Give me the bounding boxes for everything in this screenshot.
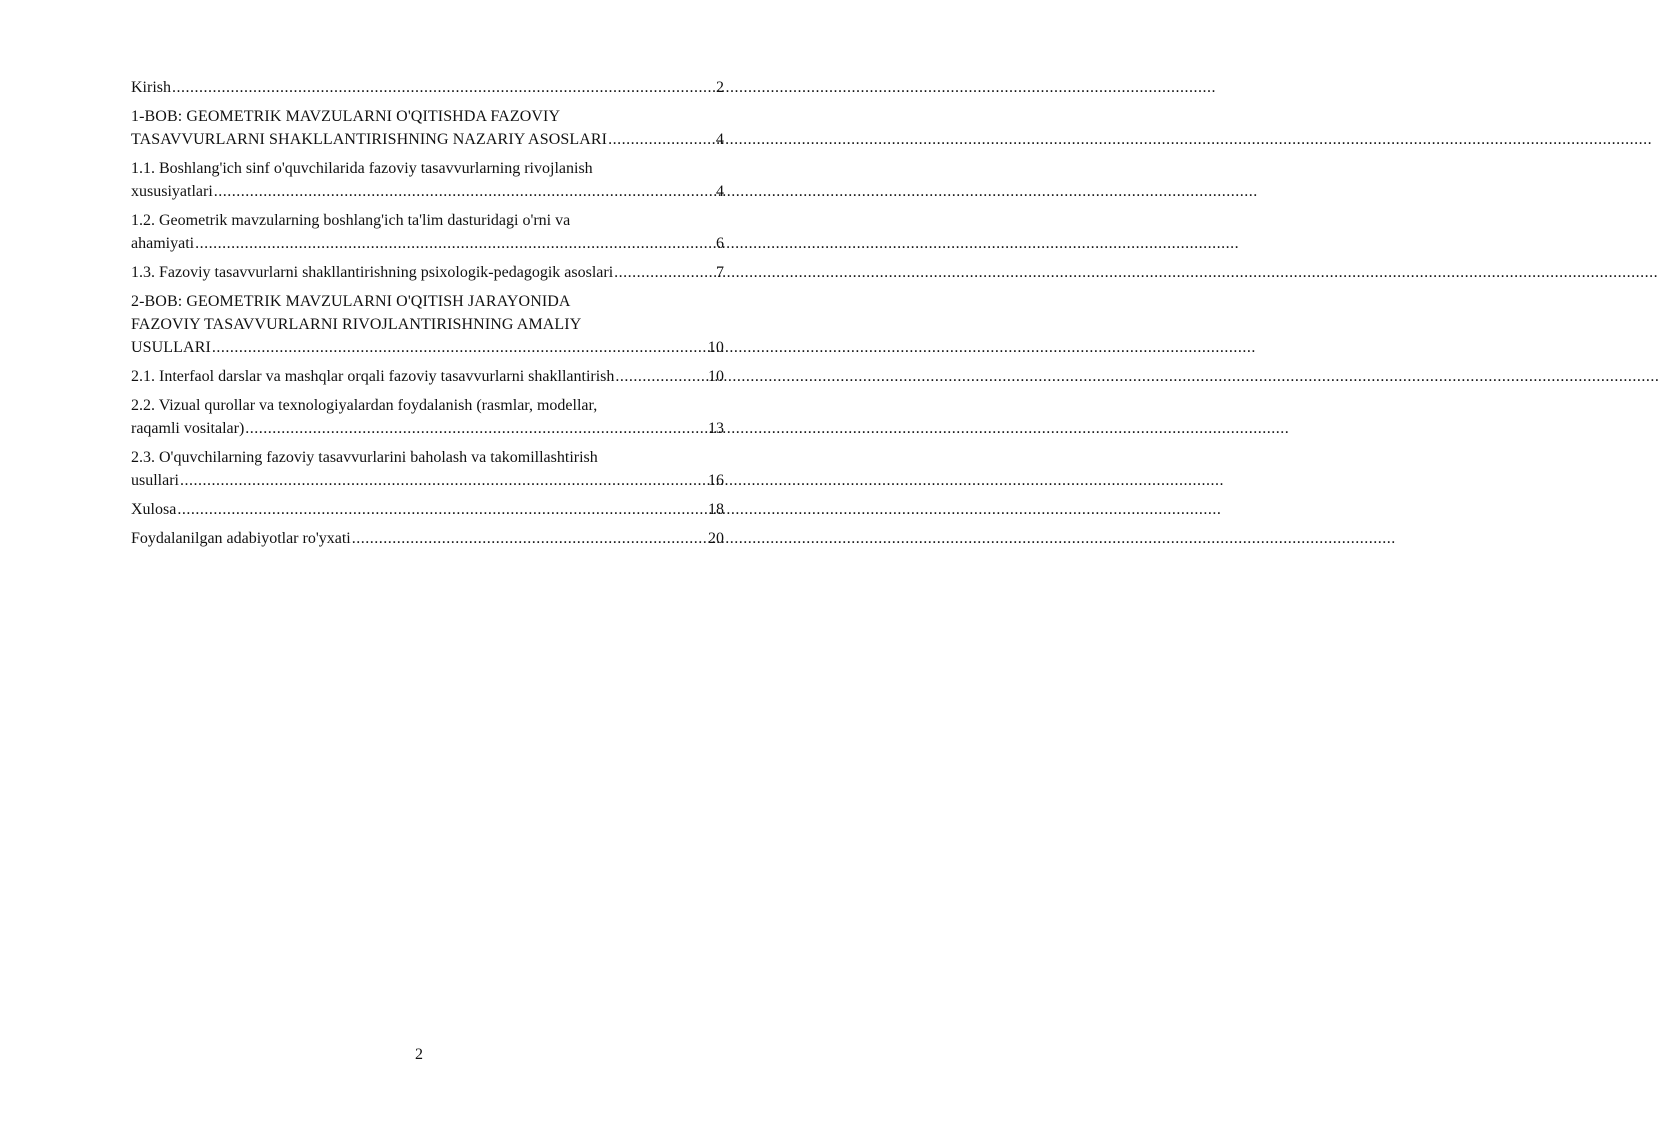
toc-entry-title-line: 1-BOB: GEOMETRIK MAVZULARNI O'QITISHDA FAZOVIY (131, 108, 561, 125)
toc-entry-last-line (131, 336, 724, 359)
toc-entry-section-2-3[interactable] (131, 446, 724, 492)
toc-entry-xulosa[interactable] (131, 498, 724, 521)
toc-entry-page: 10 (708, 368, 724, 385)
dot-leader (614, 261, 714, 284)
toc-entry-last-line (131, 527, 724, 550)
toc-entry-chapter-1[interactable] (131, 105, 724, 151)
dot-leader (608, 128, 714, 151)
toc-entry-title: TASAVVURLARNI SHAKLLANTIRISHNING NAZARIY ASOSLARI (131, 131, 608, 148)
document-page (0, 0, 800, 1131)
toc-entry-last-line (131, 180, 724, 203)
toc-entry-title-line: FAZOVIY TASAVVURLARNI RIVOJLANTIRISHNING AMALIY (131, 316, 582, 333)
toc-entry-page: 16 (708, 472, 724, 489)
toc-entry-page: 6 (716, 235, 724, 252)
toc-entry-page: 4 (715, 131, 724, 148)
toc-entry-page: 18 (708, 501, 724, 518)
dot-leader (214, 180, 714, 203)
toc-entry-last-line (131, 128, 724, 151)
dot-leader (172, 76, 714, 99)
toc-entry-page: 20 (708, 530, 724, 547)
toc-entry-title: Foydalanilgan adabiyotlar ro'yxati (131, 530, 351, 547)
dot-leader (177, 498, 706, 521)
toc-entry-section-1-3[interactable] (131, 261, 724, 284)
toc-entry-page: 2 (716, 79, 724, 96)
toc-entry-page: 4 (716, 183, 724, 200)
toc-entry-section-1-2[interactable] (131, 209, 724, 255)
toc-entry-last-line (131, 232, 724, 255)
toc-entry-kirish[interactable] (131, 76, 724, 99)
toc-entry-references[interactable] (131, 527, 724, 550)
dot-leader (195, 232, 714, 255)
toc-entry-title: Kirish (131, 79, 171, 96)
toc-entry-title: usullari (131, 472, 179, 489)
dot-leader (212, 336, 706, 359)
toc-entry-title-line: 1.2. Geometrik mavzularning boshlang'ich ta'lim dasturidagi o'rni va (131, 212, 571, 229)
dot-leader (352, 527, 706, 550)
toc-entry-section-1-1[interactable] (131, 157, 724, 203)
toc-entry-section-2-1[interactable] (131, 365, 724, 388)
toc-entry-title: Xulosa (131, 501, 177, 518)
toc-entry-section-2-2[interactable] (131, 394, 724, 440)
toc-entry-title-line: 2.3. O'quvchilarning fazoviy tasavvurlarini baholash va takomillashtirish (131, 449, 598, 466)
toc-entry-title: xususiyatlari (131, 183, 213, 200)
toc-entry-title-line: 2.2. Vizual qurollar va texnologiyalardan foydalanish (rasmlar, modellar, (131, 397, 598, 414)
toc-entry-last-line (131, 365, 724, 388)
table-of-contents (131, 76, 724, 556)
toc-entry-title: ahamiyati (131, 235, 195, 252)
toc-entry-title-line: 2-BOB: GEOMETRIK MAVZULARNI O'QITISH JARAYONIDA (131, 293, 571, 310)
toc-entry-chapter-2[interactable] (131, 290, 724, 359)
toc-entry-last-line (131, 417, 724, 440)
toc-entry-last-line (131, 76, 724, 99)
page-number: 2 (415, 1046, 423, 1063)
toc-entry-title-line: 1.1. Boshlang'ich sinf o'quvchilarida fazoviy tasavvurlarning rivojlanish (131, 160, 593, 177)
dot-leader (615, 365, 706, 388)
toc-entry-page: 7 (716, 264, 724, 281)
toc-entry-last-line (131, 469, 724, 492)
toc-entry-page: 10 (707, 339, 724, 356)
toc-entry-last-line (131, 261, 724, 284)
toc-entry-title: USULLARI (131, 339, 211, 356)
dot-leader (180, 469, 706, 492)
toc-entry-last-line (131, 498, 724, 521)
toc-entry-title: raqamli vositalar) (131, 420, 245, 437)
toc-entry-page: 13 (708, 420, 724, 437)
toc-entry-title: 2.1. Interfaol darslar va mashqlar orqali fazoviy tasavvurlarni shakllantirish (131, 368, 615, 385)
dot-leader (245, 417, 706, 440)
toc-entry-title: 1.3. Fazoviy tasavvurlarni shakllantirishning psixologik-pedagogik asoslari (131, 264, 614, 281)
